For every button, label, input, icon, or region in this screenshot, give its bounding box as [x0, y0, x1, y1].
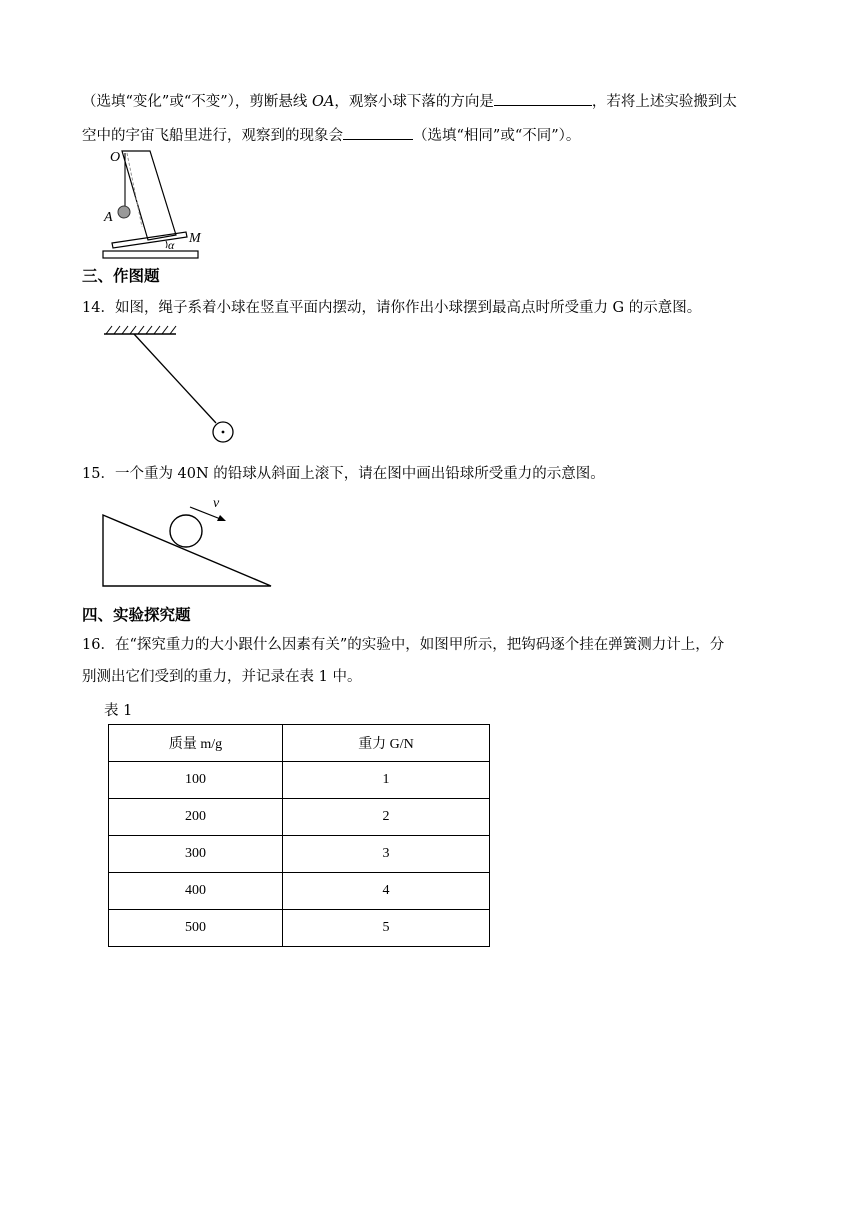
q16-line1: 16．在“探究重力的大小跟什么因素有关”的实验中，如图甲所示，把钩码逐个挂在弹簧测力计上，分	[82, 637, 725, 653]
data-table	[108, 724, 490, 947]
q13-figure	[100, 145, 205, 263]
section-title-experiment: 四、实验探究题	[82, 606, 191, 624]
cell-mass: 200	[109, 799, 283, 836]
stand-frame	[122, 151, 176, 240]
q13-text-b: ，观察小球下落的方向是	[334, 94, 494, 110]
table-row	[109, 762, 490, 799]
cell-mass: 300	[109, 836, 283, 873]
q14-text: 14．如图，绳子系着小球在竖直平面内摆动，请你作出小球摆到最高点时所受重力 G 的示意图。	[82, 300, 702, 316]
cell-mass: 400	[109, 873, 283, 910]
q15-text: 15．一个重为 40N 的铅球从斜面上滚下，请在图中画出铅球所受重力的示意图。	[82, 466, 605, 482]
label-alpha: α	[168, 238, 175, 252]
answer-blank-phenomenon[interactable]	[343, 125, 413, 140]
ceiling-hatching	[106, 326, 176, 334]
q13-line1	[82, 90, 737, 111]
q15-figure	[100, 490, 280, 590]
cell-gravity: 4	[283, 873, 490, 910]
q13-text-d: 空中的宇宙飞船里进行，观察到的现象会	[82, 128, 343, 144]
q13-text-c: ，若将上述实验搬到太	[591, 94, 737, 110]
table-row	[109, 910, 490, 947]
table-row	[109, 836, 490, 873]
ball-center-dot	[222, 431, 225, 434]
header-mass: 质量 m/g	[109, 725, 283, 762]
base-board	[103, 251, 198, 258]
cell-gravity: 2	[283, 799, 490, 836]
q13-line2	[82, 124, 580, 145]
table-caption: 表 1	[104, 703, 133, 719]
rope	[134, 334, 216, 423]
label-m: M	[189, 231, 201, 246]
cell-mass: 100	[109, 762, 283, 799]
cell-gravity: 5	[283, 910, 490, 947]
table-header-row	[109, 725, 490, 762]
lead-ball	[170, 515, 202, 547]
q13-text-e: （选填“相同”或“不同”）。	[413, 128, 581, 144]
q16-line2: 别测出它们受到的重力，并记录在表 1 中。	[82, 669, 362, 685]
label-a: A	[104, 210, 113, 225]
section-title-drawing: 三、作图题	[82, 267, 160, 285]
ball-a	[118, 206, 130, 218]
angle-arc	[166, 241, 167, 248]
q13-oa: OA	[312, 94, 335, 110]
dashed-line	[127, 153, 142, 227]
header-gravity: 重力 G/N	[283, 725, 490, 762]
label-v: v	[213, 496, 220, 511]
table-row	[109, 799, 490, 836]
cell-gravity: 3	[283, 836, 490, 873]
cell-gravity: 1	[283, 762, 490, 799]
q13-text-a: （选填“变化”或“不变”），剪断悬线	[82, 94, 313, 110]
cell-mass: 500	[109, 910, 283, 947]
q14-figure	[100, 322, 240, 446]
label-o: O	[110, 150, 121, 165]
table-row	[109, 873, 490, 910]
answer-blank-direction[interactable]	[494, 91, 592, 106]
